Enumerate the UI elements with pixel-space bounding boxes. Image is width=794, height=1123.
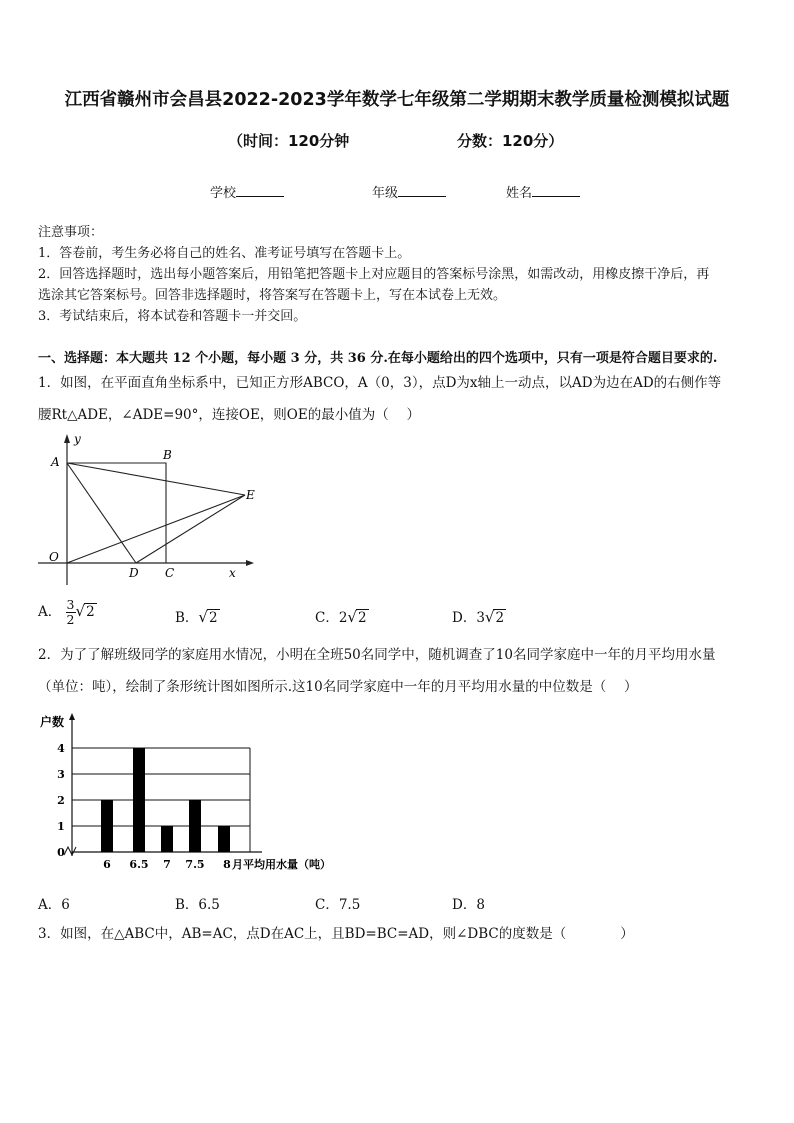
q1-option-d-label: D．3	[452, 610, 485, 626]
q1-option-b-label: B．	[175, 610, 199, 626]
label-d: D	[129, 566, 139, 580]
segment-ae	[67, 463, 245, 495]
radicand: 2	[357, 610, 367, 626]
q2-option-c[interactable]: C．7.5	[315, 897, 361, 913]
name-label: 姓名	[506, 186, 533, 201]
grade-field	[372, 182, 446, 201]
school-label: 学校	[210, 186, 237, 201]
fraction	[66, 598, 76, 627]
q1-option-a[interactable]	[38, 598, 97, 627]
y-tick-label: 1	[57, 820, 65, 833]
frac-den: 2	[66, 612, 75, 627]
exam-title: 江西省赣州市会昌县2022-2023学年数学七年级第二学期期末教学质量检测模拟试题	[64, 90, 730, 110]
q1-option-c-label: C．2	[315, 610, 348, 626]
label-c: C	[165, 566, 175, 580]
bar	[101, 800, 113, 852]
radicand: 2	[495, 610, 505, 626]
school-field	[210, 182, 284, 201]
segment-oe	[67, 495, 245, 563]
q3-line1: 3．如图，在△ABC中，AB=AC，点D在AC上，且BD=BC=AD，则∠DBC的度数是（ ）	[38, 926, 634, 942]
y-tick-label: 3	[57, 768, 65, 781]
label-a: A	[51, 455, 60, 469]
label-y: y	[74, 432, 81, 446]
q1-option-b[interactable]	[175, 606, 220, 626]
q1-line2: 腰Rt△ADE，∠ADE=90°，连接OE，则OE的最小值为（ ）	[38, 407, 421, 423]
q2-option-a[interactable]: A．6	[38, 897, 70, 913]
q1-figure	[36, 430, 266, 590]
question-1	[38, 367, 758, 431]
x-axis-label: 月平均用水量（吨）	[232, 858, 331, 871]
grade-label: 年级	[372, 186, 399, 201]
q1-option-a-label: A．	[38, 604, 62, 620]
radical-icon: √	[198, 608, 208, 626]
exam-score: 分数：120分）	[457, 132, 564, 150]
bar-chart	[36, 712, 356, 874]
radical-icon: √	[347, 608, 357, 626]
q1-line1: 1．如图，在平面直角坐标系中，已知正方形ABCO，A（0，3），点D为x轴上一动点，以AD为边在AD的右侧作等	[38, 375, 722, 391]
frac-num: 3	[66, 597, 75, 612]
q2-options	[38, 893, 758, 913]
segment-ad	[67, 463, 136, 563]
name-field	[506, 182, 580, 201]
x-tick-label: 7	[163, 858, 171, 871]
bar	[189, 800, 201, 852]
label-o: O	[49, 550, 59, 564]
y-axis-arrow	[69, 713, 75, 720]
grade-blank[interactable]	[398, 184, 446, 197]
notes-block	[38, 222, 758, 327]
bar	[133, 748, 145, 852]
label-b: B	[163, 448, 172, 462]
bar	[161, 826, 173, 852]
section-heading: 一、选择题：本大题共 12 个小题，每小题 3 分，共 36 分.在每小题给出的四个选项中，只有一项是符合题目要求的.	[38, 351, 718, 366]
school-blank[interactable]	[236, 184, 284, 197]
q1-option-c[interactable]	[315, 606, 369, 626]
radical-icon: √	[75, 602, 86, 620]
y-tick-label: 2	[57, 794, 65, 807]
y-axis-arrow	[64, 434, 70, 443]
x-tick-label: 8	[223, 858, 231, 871]
radicand: 2	[208, 610, 218, 626]
y-tick-label: 4	[57, 742, 65, 755]
radical-icon: √	[484, 608, 495, 626]
q2-line2: （单位：吨），绘制了条形统计图如图所示.这10名同学家庭中一年的月平均用水量的中位数是（ ）	[38, 679, 638, 695]
name-blank[interactable]	[532, 184, 580, 197]
q1-option-d[interactable]	[452, 606, 506, 626]
label-x: x	[229, 566, 236, 580]
axis-break	[64, 847, 76, 855]
q1-options	[38, 598, 758, 638]
note-item: 2．回答选择题时，选出每小题答案后，用铅笔把答题卡上对应题目的答案标号涂黑，如需改动，用橡皮擦干净后，再	[38, 267, 710, 282]
segment-de	[136, 495, 245, 563]
x-tick-label: 7.5	[185, 858, 205, 871]
note-item: 1．答卷前，考生务必将自己的姓名、准考证号填写在答题卡上。	[38, 246, 411, 261]
question-2	[38, 639, 758, 703]
x-tick-label: 6.5	[129, 858, 149, 871]
y-tick-label: 0	[57, 846, 65, 859]
bar	[218, 826, 230, 852]
y-axis-label: 户数	[40, 715, 65, 729]
radicand: 2	[86, 604, 95, 620]
exam-time: （时间：120分钟	[228, 132, 350, 150]
x-axis-arrow	[246, 560, 254, 566]
note-item: 选涂其它答案标号。回答非选择题时，将答案写在答题卡上，写在本试卷上无效。	[38, 288, 507, 303]
q2-line1: 2．为了了解班级同学的家庭用水情况，小明在全班50名同学中，随机调查了10名同学家庭中一年的月平均用水量	[38, 647, 716, 663]
question-3	[38, 918, 758, 950]
x-tick-label: 6	[103, 858, 111, 871]
notes-title: 注意事项：	[38, 225, 104, 240]
note-item: 3．考试结束后，将本试卷和答题卡一并交回。	[38, 309, 307, 324]
label-e: E	[246, 488, 255, 502]
q2-option-d[interactable]: D．8	[452, 897, 485, 913]
q2-option-b[interactable]: B．6.5	[175, 897, 220, 913]
